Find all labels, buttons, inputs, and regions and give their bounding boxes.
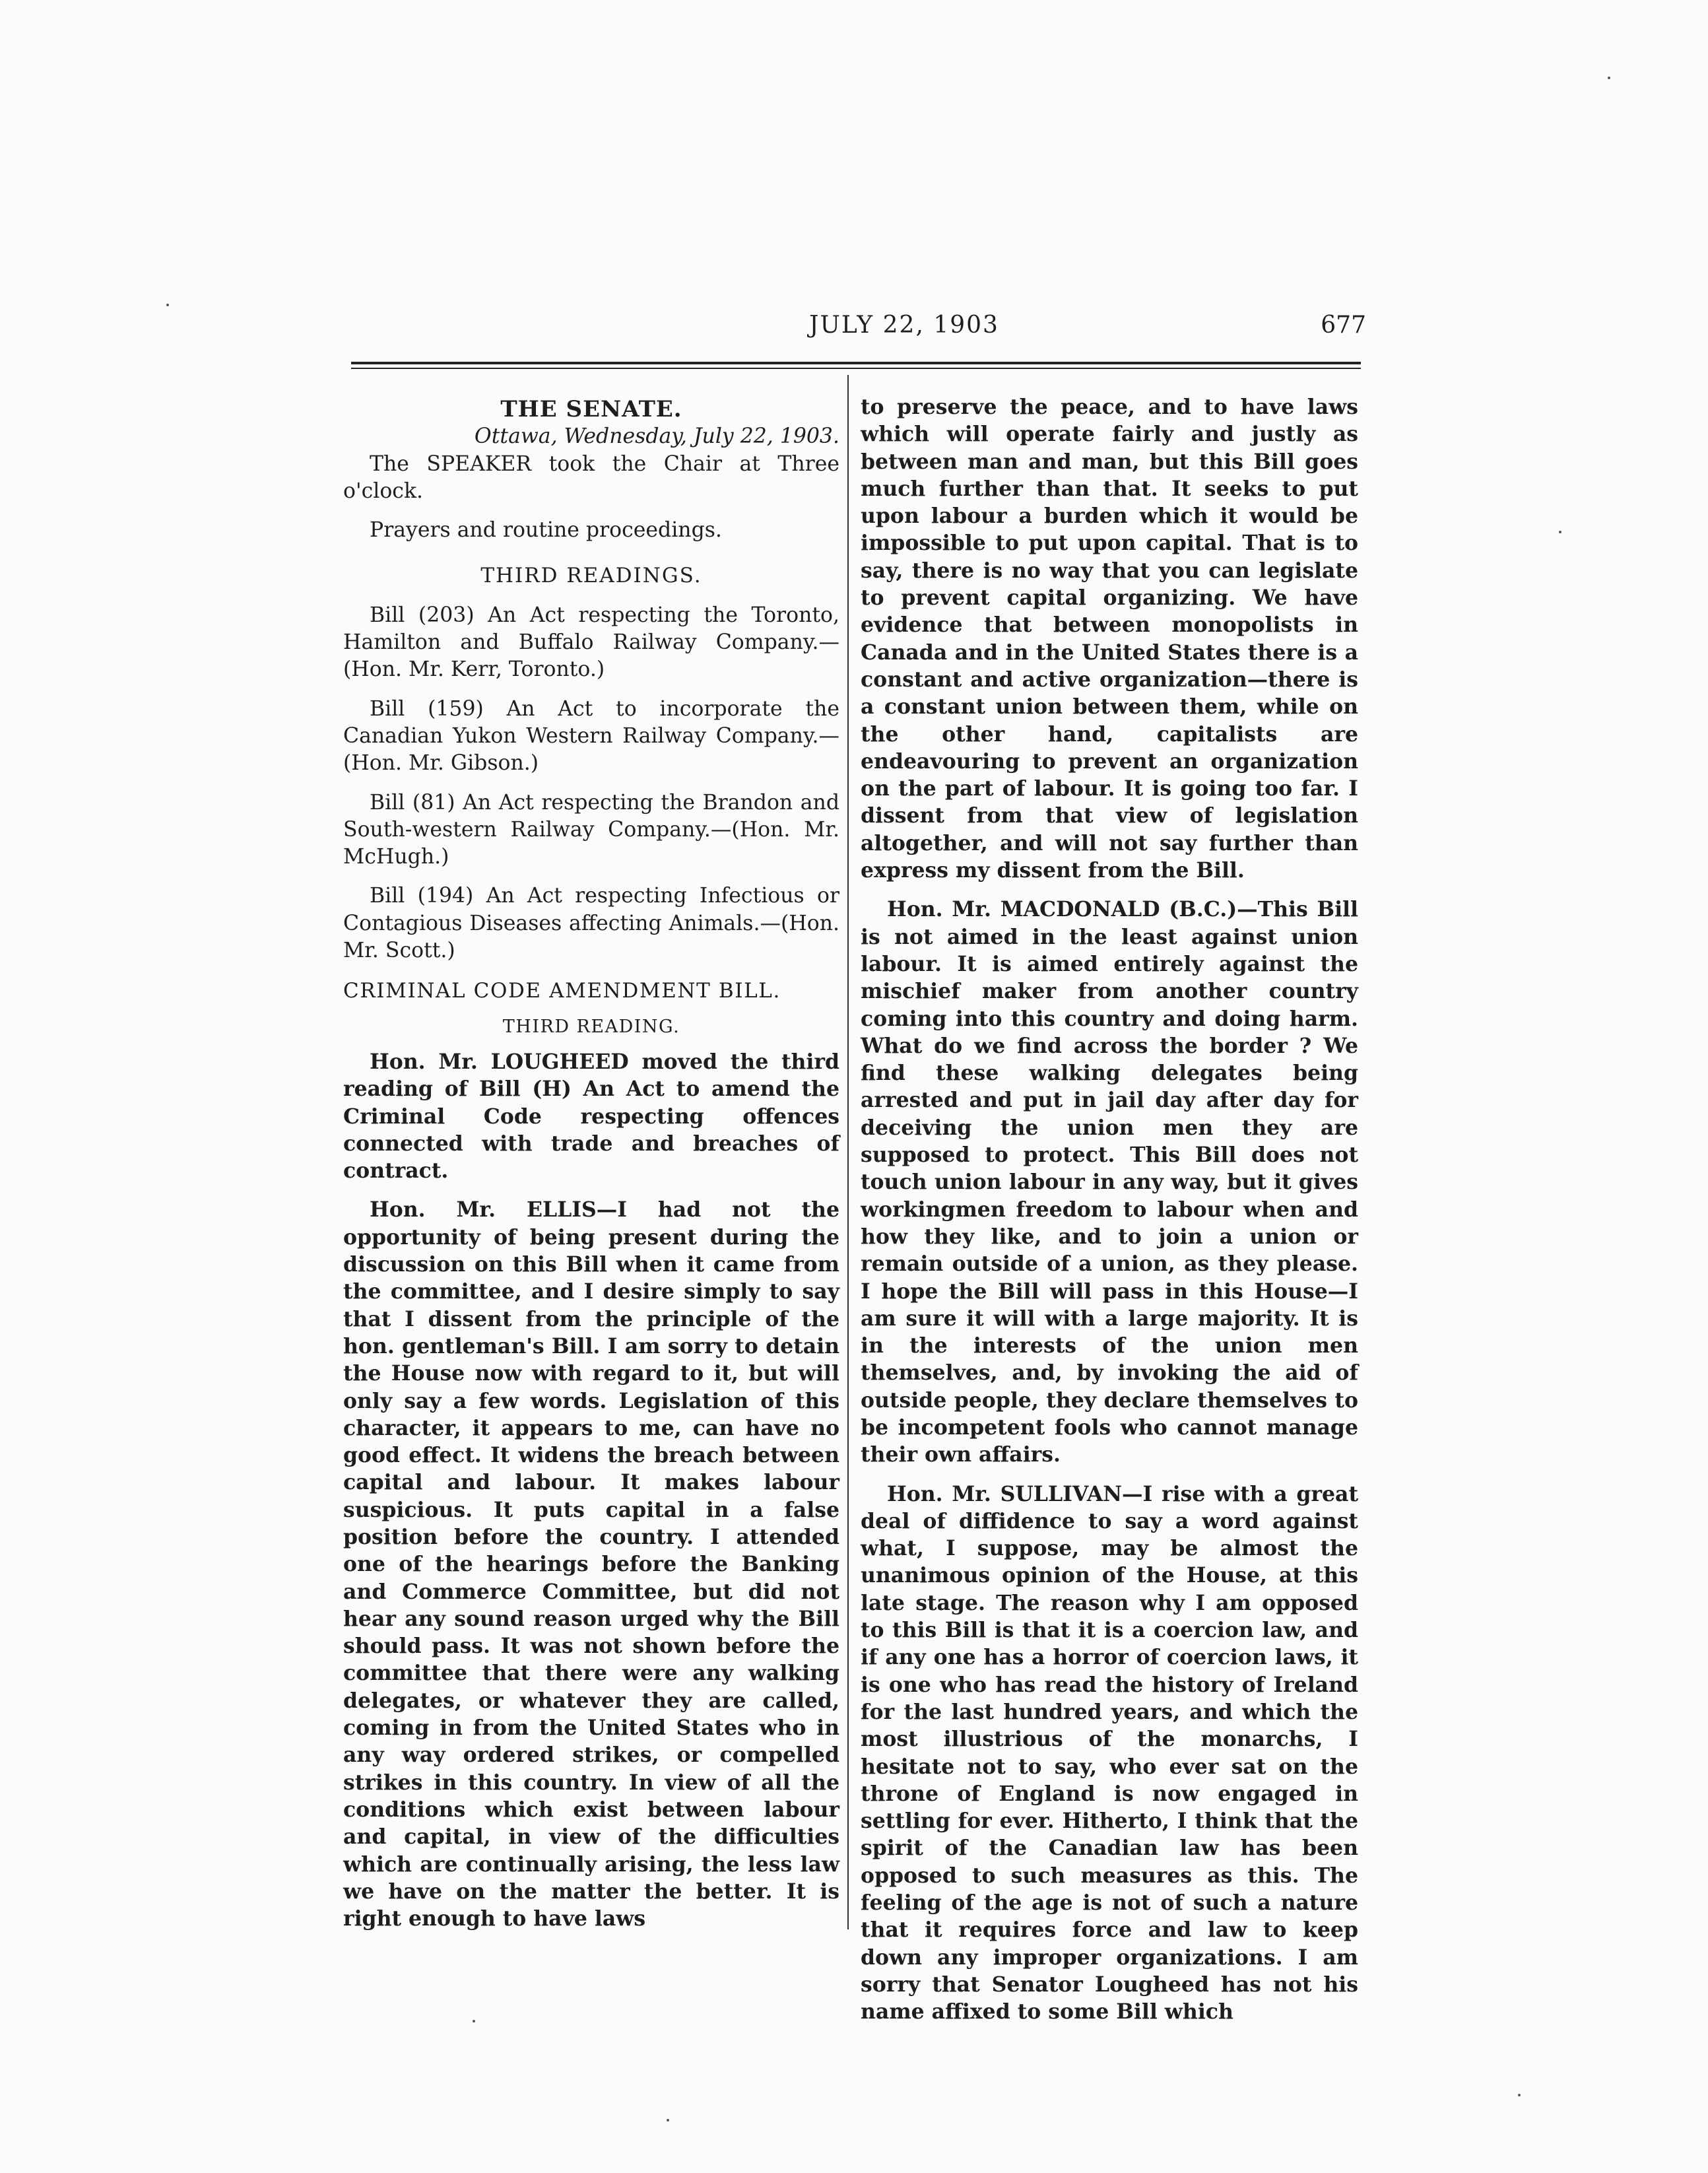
header-rule-thick <box>351 362 1361 364</box>
dateline: Ottawa, Wednesday, July 22, 1903. <box>474 424 839 449</box>
right-column <box>861 393 1358 2038</box>
heading-third-readings: THIRD READINGS. <box>480 564 702 588</box>
paragraph-speaker: The SPEAKER took the Chair at Three o'clock. <box>343 451 839 503</box>
paragraph-prayers: Prayers and routine proceedings. <box>370 518 722 543</box>
scan-speck <box>1518 2094 1521 2096</box>
column-divider <box>847 375 849 1929</box>
bill-203: Bill (203) An Act respecting the Toronto, Hamilton and Buffalo Railway Company.—(Hon. Mr. Kerr, Toronto.) <box>343 603 839 682</box>
bill-194: Bill (194) An Act respecting Infectious or Contagious Diseases affecting Animals.—(Hon. Mr. Scott.) <box>343 884 839 963</box>
section-title: THE SENATE. <box>500 396 682 422</box>
scan-speck <box>166 304 169 306</box>
bill-159: Bill (159) An Act to incorporate the Canadian Yukon Western Railway Company.—(Hon. Mr. Gibson.) <box>343 696 839 776</box>
scan-speck <box>473 2020 475 2023</box>
paragraph-sullivan: Hon. Mr. SULLIVAN—I rise with a great deal of diffidence to say a word against what, I suppose, may be almost the unanimous opinion of the House, at this late stage. The reason why I am opposed to this Bill is that it is a coercion law, and if any one has a horror of coercion laws, it is one who has read the history of Ireland for the last hundred years, and which the most illustrious of the monarchs, I hesitate not to say, who ever sat on the throne of England is now engaged in settling for ever. Hitherto, I think that the spirit of the Canadian law has been opposed to such measures as this. The feeling of the age is not of such a nature that it requires force and law to keep down any improper organizations. I am sorry that Senator Lougheed has not his name affixed to some Bill which <box>861 1481 1358 2024</box>
bill-81: Bill (81) An Act respecting the Brandon and South-western Railway Company.—(Hon. Mr. McHugh.) <box>343 790 839 869</box>
header-rule-thin <box>351 368 1361 369</box>
paragraph-ellis: Hon. Mr. ELLIS—I had not the opportunity of being present during the discussion on this Bill when it came from the committee, and I desire simply to say that I dissent from the principle of the hon. gentleman's Bill. I am sorry to detain the House now with regard to it, but will only say a few words. Legislation of this character, it appears to me, can have no good effect. It widens the breach between capital and labour. It makes labour suspicious. It puts capital in a false position before the country. I attended one of the hearings before the Banking and Commerce Committee, but did not hear any sound reason urged why the Bill should pass. It was not shown before the committee that there were any walking delegates, or whatever they are called, coming in from the United States who in any way ordered strikes, or compelled strikes in this country. In view of all the conditions which exist between labour and capital, in view of the difficulties which are continually arising, the less law we have on the matter the better. It is right enough to have laws <box>343 1197 839 1931</box>
subheading-third-reading: THIRD READING. <box>502 1016 680 1037</box>
scan-speck <box>1608 77 1610 79</box>
scan-speck <box>667 2119 669 2122</box>
paragraph-lougheed: Hon. Mr. LOUGHEED moved the third reading of Bill (H) An Act to amend the Criminal Code respecting offences connected with trade and breaches of contract. <box>343 1049 839 1184</box>
left-column <box>343 396 839 1944</box>
page-header <box>350 312 1366 351</box>
scan-speck <box>1559 531 1561 533</box>
paragraph-macdonald: Hon. Mr. MACDONALD (B.C.)—This Bill is not aimed in the least against union labour. It is aimed entirely against the mischief maker from another country coming into this country and doing harm. What do we find across the border ? We find these walking delegates being arrested and put in jail day after day for deceiving the union men they are supposed to protect. This Bill does not touch union labour in any way, but it gives workingmen freedom to labour when and how they like, and to join a union or remain outside of a union, as they please. I hope the Bill will pass in this House—I am sure it will with a large majority. It is in the interests of the union men themselves, and, by invoking the aid of outside people, they declare themselves to be incompetent fools who cannot manage their own affairs. <box>861 897 1358 1467</box>
header-date: JULY 22, 1903 <box>809 312 999 339</box>
heading-criminal-code: CRIMINAL CODE AMENDMENT BILL. <box>343 979 781 1003</box>
page-number: 677 <box>1321 312 1366 339</box>
paragraph-continued: to preserve the peace, and to have laws which will operate fairly and justly as between man and man, but this Bill goes much further than that. It seeks to put upon labour a burden which it would be impossible to put upon capital. That is to say, there is no way that you can legislate to prevent capital organizing. We have evidence that between monopolists in Canada and in the United States there is a constant and active organization—there is a constant union between them, while on the other hand, capitalists are endeavouring to prevent an organization on the part of labour. It is going too far. I dissent from that view of legislation altogether, and will not say further than express my dissent from the Bill. <box>861 395 1358 883</box>
